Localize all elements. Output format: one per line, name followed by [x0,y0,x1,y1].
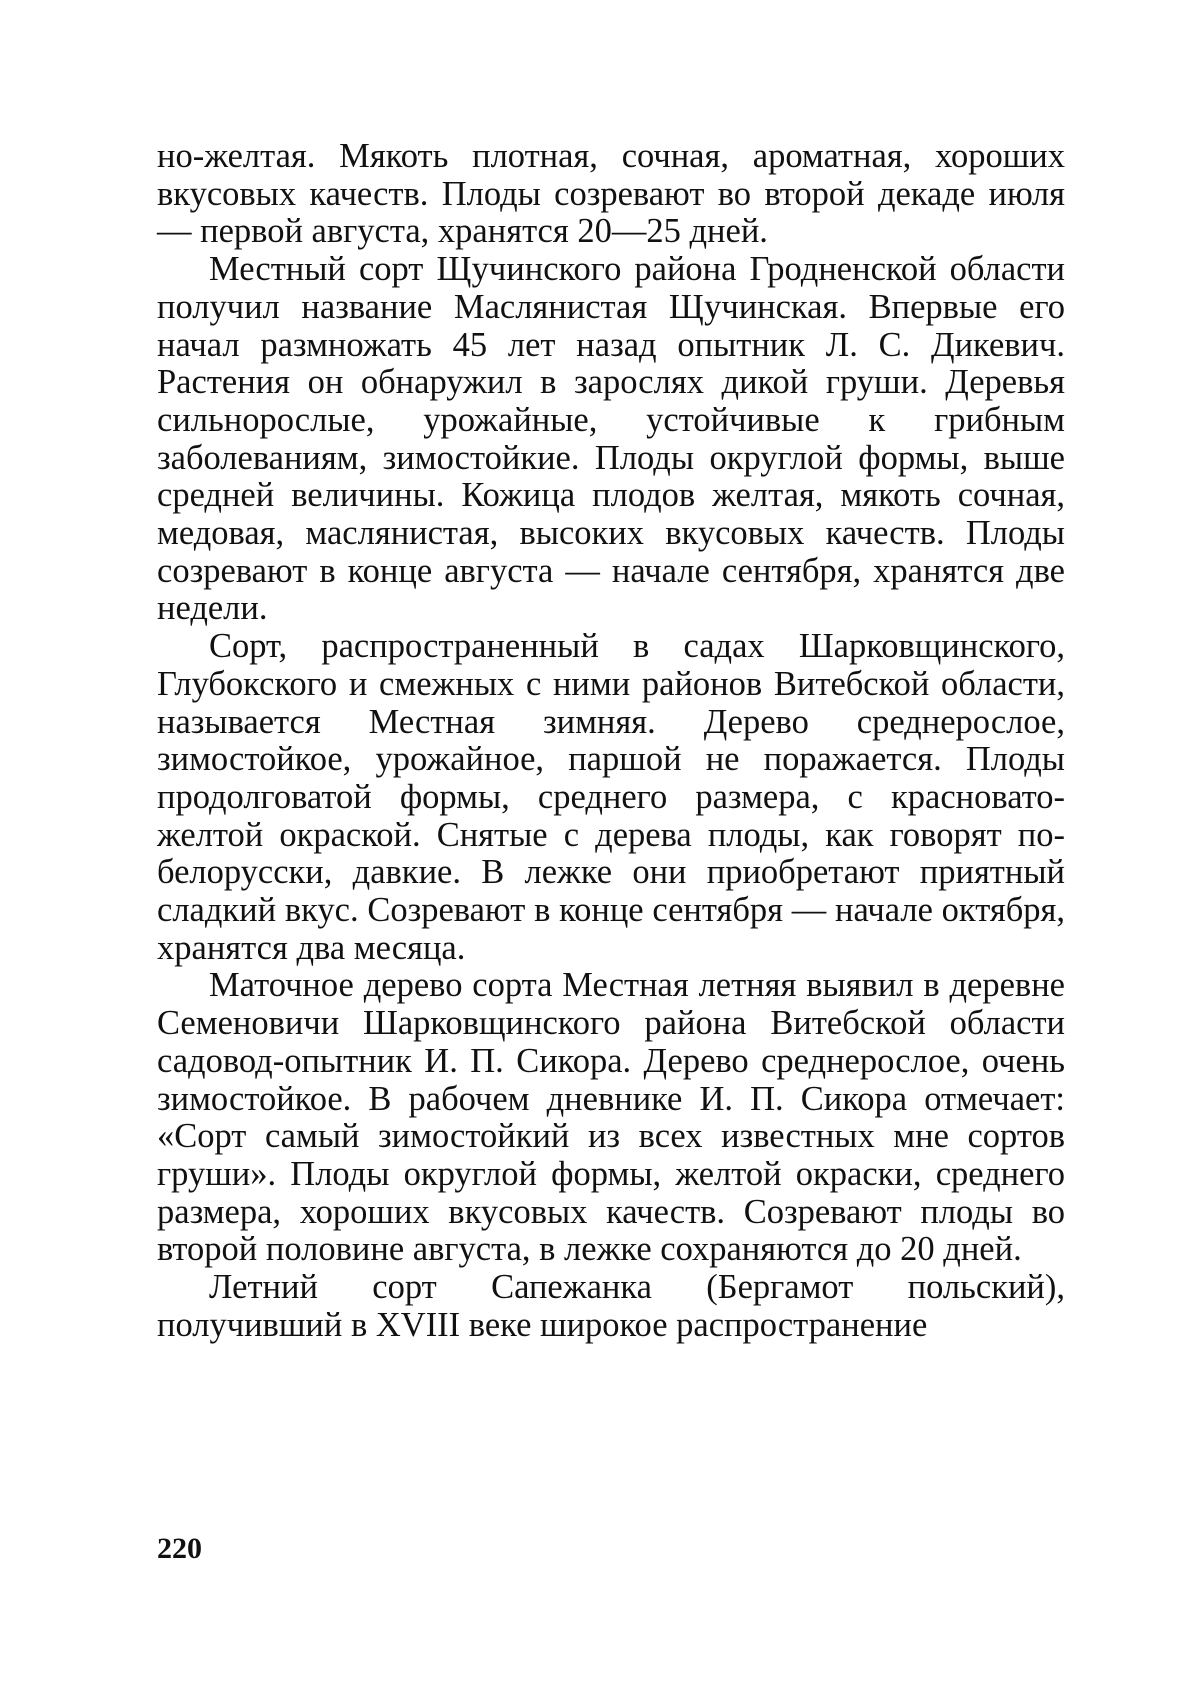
paragraph-maslyanistaya: Местный сорт Щучинского района Гродненской области получил название Маслянистая Щучинская. Впервые его начал размножать 45 лет назад опытник Л. С. Дикевич. Растения он обнаружил в зарослях дикой груши. Деревья сильнорослые, урожайные, устойчивые к грибным заболеваниям, зимостойкие. Плоды округлой формы, выше средней величины. Кожица плодов желтая, мякоть сочная, медовая, маслянистая, высоких вкусовых качеств. Плоды созревают в конце августа — начале сентября, хранятся две недели. [157,250,1065,628]
paragraph-sapezhanka: Летний сорт Сапежанка (Бергамот польский), получивший в XVIII веке широкое распространение [157,1268,1065,1344]
page-number: 220 [157,1532,202,1565]
paragraph-continuation: но-желтая. Мякоть плотная, сочная, ароматная, хороших вкусовых качеств. Плоды созревают во второй декаде июля — первой августа, хранятся 20—25 дней. [157,137,1065,251]
paragraph-mestnaya-letnyaya: Маточное дерево сорта Местная летняя выявил в деревне Семеновичи Шарковщинского района Витебской области садовод-опытник И. П. Сикора. Дерево среднерослое, очень зимостойкое. В рабочем дневнике И. П. Сикора отмечает: «Сорт самый зимостойкий из всех известных мне сортов груши». Плоды округлой формы, желтой окраски, среднего размера, хороших вкусовых качеств. Созревают плоды во второй половине августа, в лежке сохраняются до 20 дней. [157,966,1065,1269]
page-text-block [157,138,1065,1345]
paragraph-mestnaya-zimnyaya: Сорт, распространенный в садах Шарковщинского, Глубокского и смежных с ними районов Витебской области, называется Местная зимняя. Дерево среднерослое, зимостойкое, урожайное, паршой не поражается. Плоды продолговатой формы, среднего размера, с красновато-желтой окраской. Снятые с дерева плоды, как говорят по-белорусски, давкие. В лежке они приобретают приятный сладкий вкус. Созревают в конце сентября — начале октября, хранятся два месяца. [157,627,1065,967]
